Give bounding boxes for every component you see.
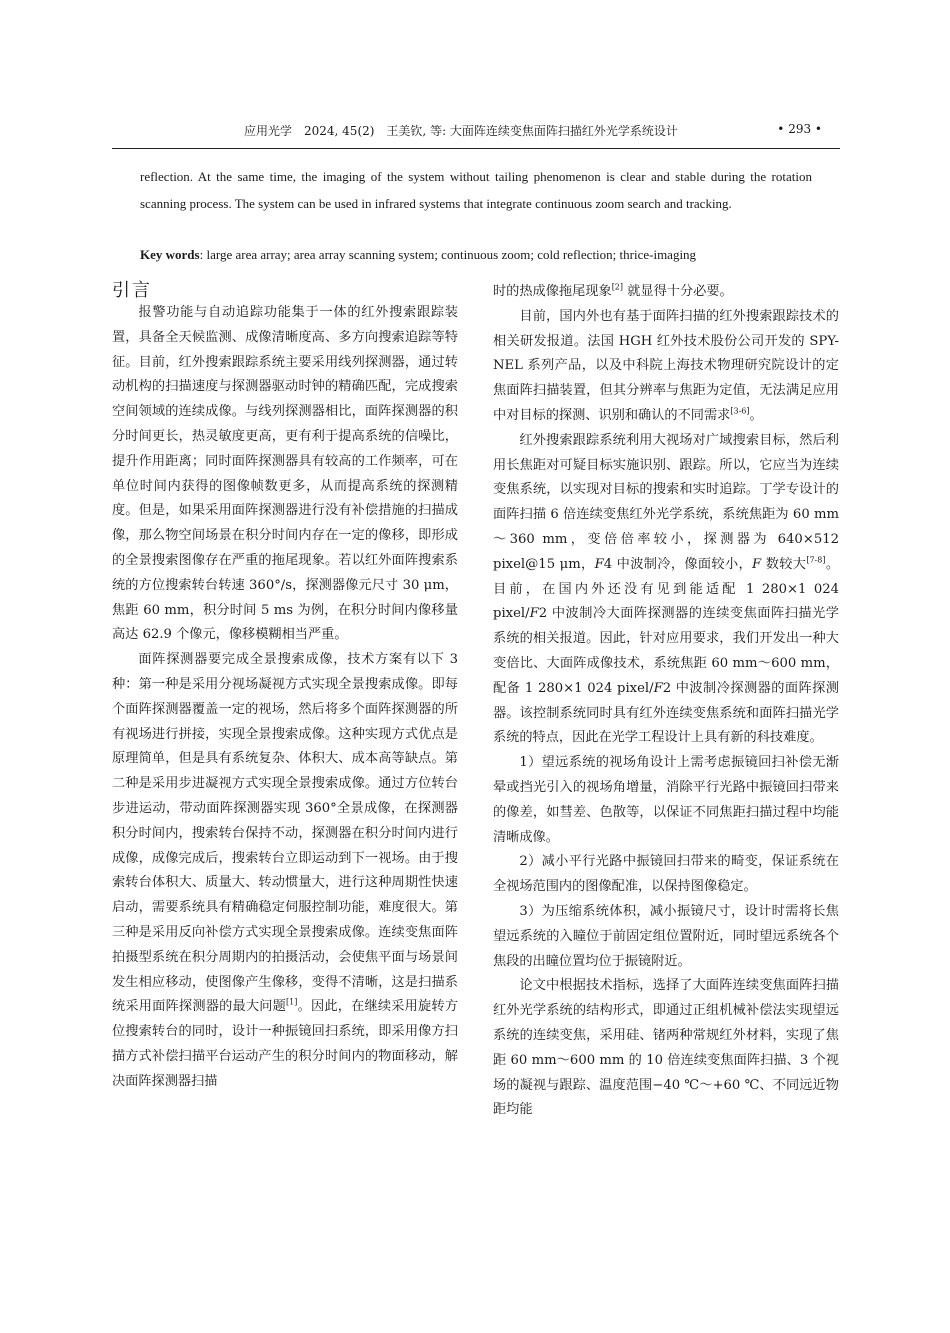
- citation: [1]: [286, 997, 298, 1007]
- text-run: 目前，国内外也有基于面阵扫描的红外搜索跟踪技术的相关研发报道。法国 HGH 红外技术股份公司开发的 SPY-NEL 系列产品，以及中科院上海技术物理研究院设计的定焦面阵扫描装置，但其分辨率与焦距为定值，无法满足应用中对目标的探测、识别和确认的不同需求: [493, 308, 839, 423]
- keywords-sep: :: [199, 247, 207, 262]
- left-column: [112, 301, 458, 1095]
- italic-f: F: [594, 556, 604, 572]
- italic-f: F: [529, 606, 539, 622]
- paragraph: [493, 305, 839, 429]
- paragraph: [112, 648, 458, 1094]
- text-run: 2 中波制冷探测器的面阵探测器。该控制系统同时具有红外连续变焦系统和面阵扫描光学系统的特点，因此在光学工程设计上具有新的科技难度。: [493, 680, 839, 746]
- text-run: 红外搜索跟踪系统利用大视场对广域搜索目标，然后利用长焦距对可疑目标实施识别、跟踪。所以，它应当为连续变焦系统，以实现对目标的搜索和实时追踪。丁学专设计的面阵扫描 6 倍连续变焦红外光学系统，系统焦距为 60 mm～360 mm，变倍倍率较小，探测器为 640×512 pixel@15 μm，: [493, 432, 839, 572]
- keywords-text: large area array; area array scanning system; continuous zoom; cold reflection; thrice-imaging: [206, 247, 697, 262]
- page-number: • 293 •: [777, 122, 822, 136]
- paragraph: [493, 280, 839, 305]
- header-citation: 应用光学 2024, 45(2) 王美钦, 等: 大面阵连续变焦面阵扫描红外光学系统设计: [244, 124, 678, 138]
- text-run: 2 中波制冷大面阵探测器的连续变焦面阵扫描光学系统的相关报道。因此，针对应用要求，我们开发出一种大变倍比、大面阵成像技术，系统焦距 60 mm～600 mm，配备 1 280×1 024 pixel/: [493, 606, 839, 696]
- citation: [7-8]: [806, 555, 826, 565]
- paragraph: 3）为压缩系统体积，减小振镜尺寸，设计时需将长焦望远系统的入瞳位于前固定组位置附近，同时望远系统各个焦段的出瞳位置均位于振镜附近。: [493, 903, 839, 969]
- italic-f: F: [653, 680, 663, 696]
- text-run: 就显得十分必要。: [623, 284, 733, 299]
- text-run: 时的热成像拖尾现象: [493, 284, 612, 299]
- paragraph: 报警功能与自动追踪功能集于一体的红外搜索跟踪装置，具备全天候监测、成像清晰度高、多方向搜索追踪等特征。目前，红外搜索跟踪系统主要采用线列探测器，通过转动机构的扫描速度与探测器驱动时钟的精确匹配，完成搜索空间领域的连续成像。与线列探测器相比，面阵探测器的积分时间更长，热灵敏度更高，更有利于提高系统的信噪比，提升作用距离；同时面阵探测器具有较高的工作频率，可在单位时间内获得的图像帧数更多，从而提高系统的探测精度。但是，如果采用面阵探测器进行没有补偿措施的扫描成像，那么物空间场景在积分时间内存在一定的像移，即形成的全景搜索图像存在严重的拖尾现象。若以红外面阵搜索系统的方位搜索转台转速 360°/s，探测器像元尺寸 30 μm，焦距 60 mm，积分时间 5 ms 为例，在积分时间内像移量高达 62.9 个像元，像移模糊相当严重。: [112, 305, 458, 643]
- paragraph: [493, 429, 839, 751]
- text-run: 4 中波制冷，像面较小，: [603, 556, 753, 572]
- text-run: 。因此，在继续采用旋转方位搜索转台的同时，设计一种振镜回扫系统，即采用像方扫描方式补偿扫描平台运动产生的积分时间内的物面移动，解决面阵探测器扫描: [112, 999, 459, 1089]
- keywords-label: Key words: [140, 247, 200, 262]
- paragraph: 1）望远系统的视场角设计上需考虑振镜回扫补偿无渐晕或挡光引入的视场角增量，消除平行光路中振镜回扫带来的像差，如彗差、色散等，以保证不同焦距扫描过程中均能清晰成像。: [493, 755, 839, 845]
- text-run: 。目前，在国内外还没有见到能适配 1 280×1 024 pixel/: [493, 556, 840, 622]
- keywords: [140, 242, 840, 268]
- text-run: 数较大: [761, 556, 807, 572]
- right-column: [493, 280, 839, 1123]
- section-title: 引言: [112, 280, 152, 301]
- text-run: 面阵探测器要完成全景搜索成像，技术方案有以下 3 种：第一种是采用分视场凝视方式实现全景搜索成像。即每个面阵探测器覆盖一定的视场，然后将多个面阵探测器的所有视场进行拼接，实现全景搜索成像。这种实现方式优点是原理简单，但是具有系统复杂、体积大、成本高等缺点。第二种是采用步进凝视方式实现全景搜索成像。通过方位转台步进运动，带动面阵探测器实现 360°全景成像，在探测器积分时间内，搜索转台保持不动，探测器在积分时间内进行成像，成像完成后，搜索转台立即运动到下一视场。由于搜索转台体积大、质量大、转动惯量大，进行这种周期性快速启动，需要系统具有精确稳定伺服控制功能，难度很大。第三种是采用反向补偿方式实现全景搜索成像。连续变焦面阵拍摄型系统在积分周期内的拍摄活动，会使焦平面与场景间发生相应移动，使图像产生像移，变得不清晰，这是扫描系统采用面阵探测器的最大问题: [112, 652, 458, 1015]
- citation: [3-6]: [730, 406, 750, 416]
- paragraph: 论文中根据技术指标，选择了大面阵连续变焦面阵扫描红外光学系统的结构形式，即通过正组机械补偿法实现望远系统的连续变焦，采用硅、锗两种常规红外材料，实现了焦距 60 mm～600 mm 的 10 倍连续变焦面阵扫描、3 个视场的凝视与跟踪、温度范围−40 ℃～+60 ℃、不同远近物距均能: [493, 978, 839, 1118]
- text-run: 。: [749, 407, 763, 423]
- abstract-tail: reflection. At the same time, the imaging of the system without tailing phenomenon is clear and stable during the rotation scanning process. The system can be used in infrared systems that integrate continuous zoom search and tracking.: [140, 169, 812, 211]
- running-header: [112, 118, 840, 149]
- italic-f: F: [752, 556, 762, 572]
- citation: [2]: [611, 282, 624, 292]
- paragraph: 2）减小平行光路中振镜回扫带来的畸变，保证系统在全视场范围内的图像配准，以保持图像稳定。: [493, 854, 839, 895]
